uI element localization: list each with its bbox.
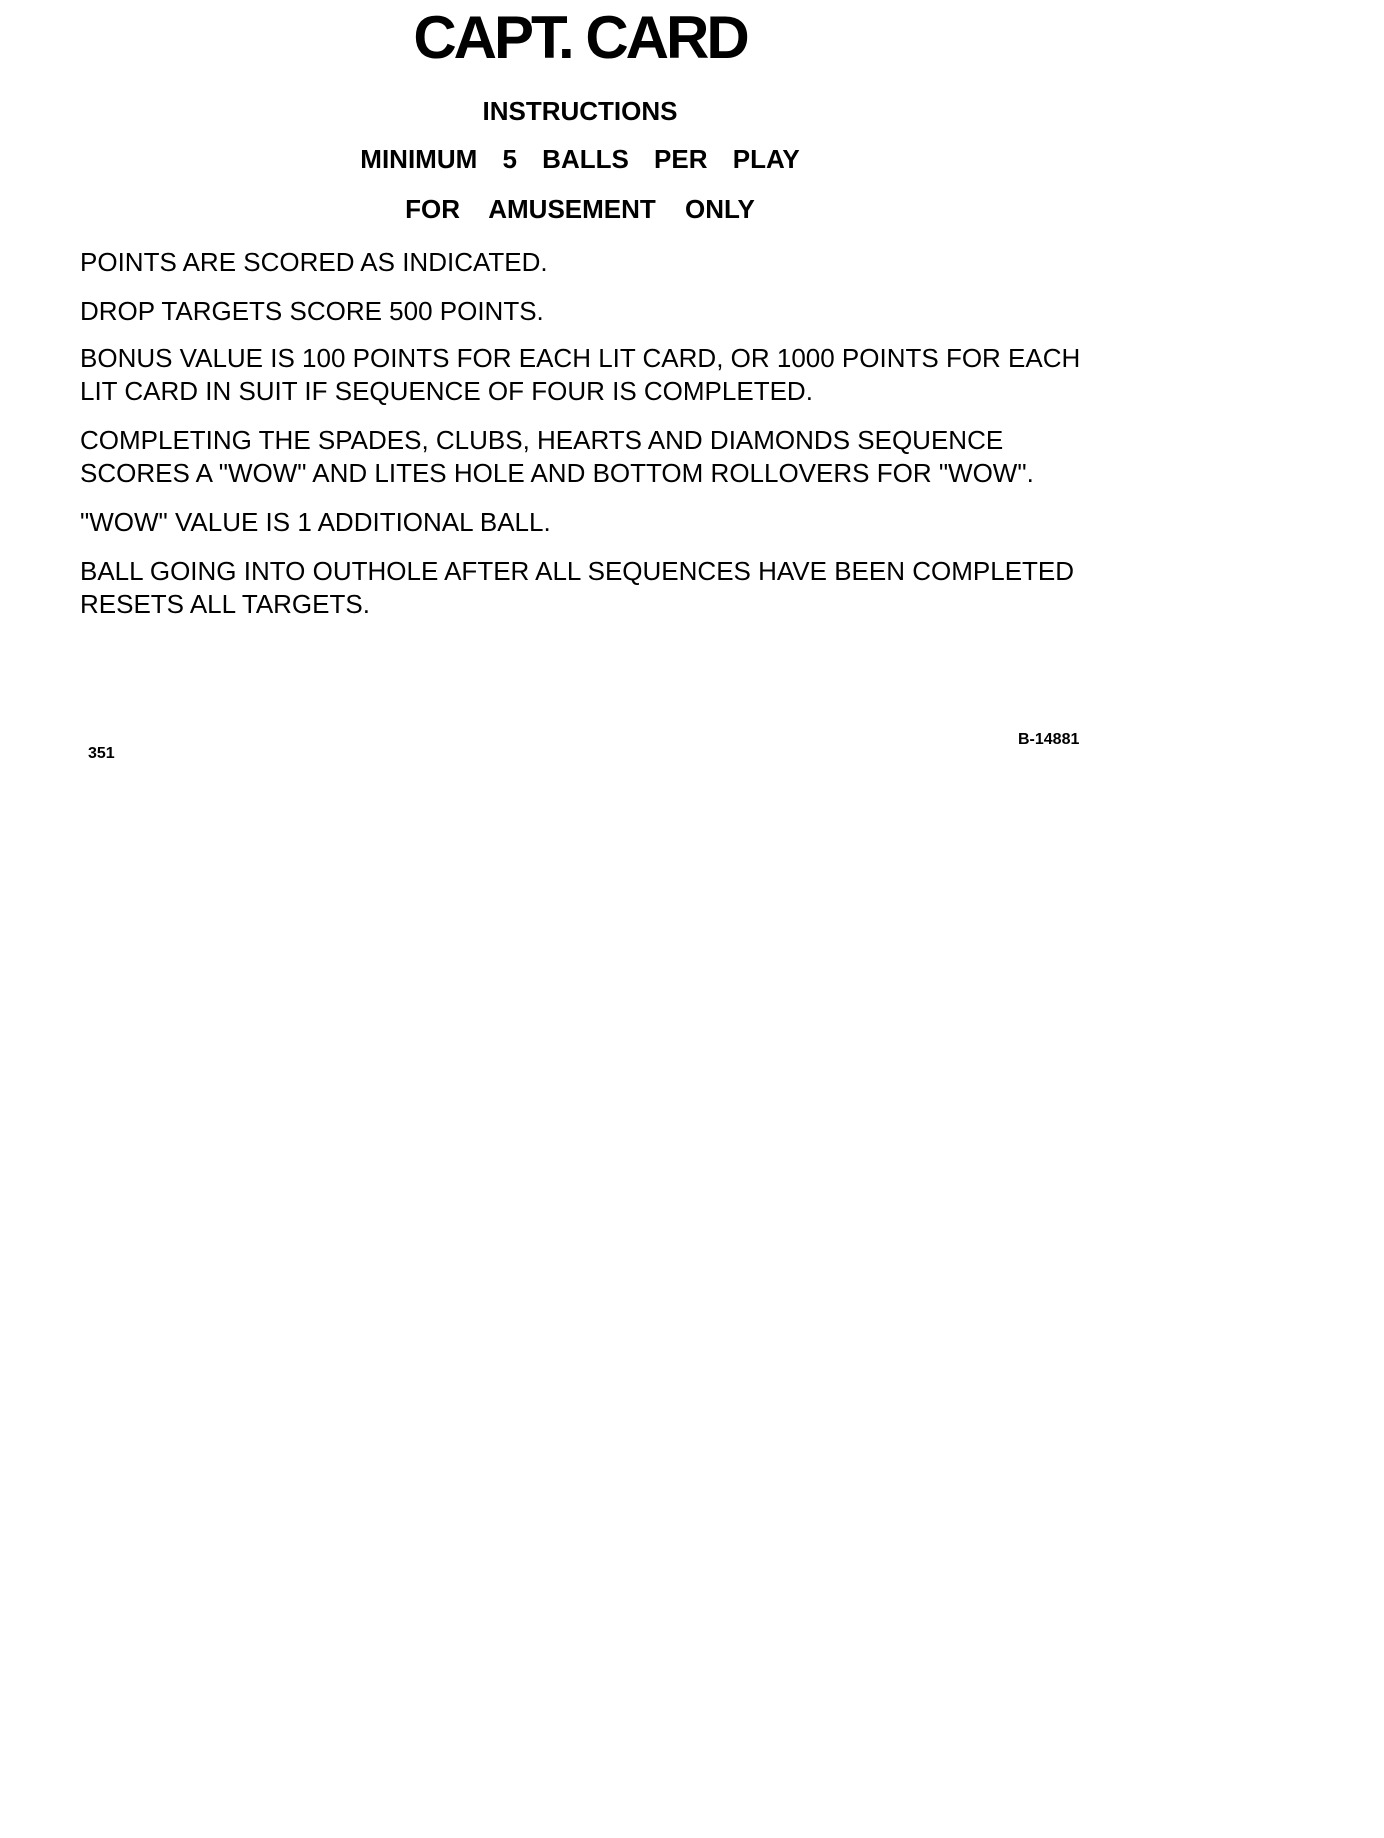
rule-item: BONUS VALUE IS 100 POINTS FOR EACH LIT CARD, OR 1000 POINTS FOR EACH LIT CARD IN SUIT IF SEQUENCE OF FOUR IS COMPLETED.: [80, 343, 1081, 406]
minimum-balls-heading: MINIMUM 5 BALLS PER PLAY: [360, 144, 800, 174]
rule-item: "WOW" VALUE IS 1 ADDITIONAL BALL.: [80, 507, 551, 537]
rule-item: POINTS ARE SCORED AS INDICATED.: [80, 247, 548, 277]
instructions-heading: INSTRUCTIONS: [482, 96, 678, 126]
card-title: CAPT. CARD: [413, 4, 747, 71]
footer-left-code: 351: [88, 745, 115, 762]
amusement-only-heading: FOR AMUSEMENT ONLY: [405, 194, 755, 224]
rule-item: DROP TARGETS SCORE 500 POINTS.: [80, 296, 544, 326]
rule-item: BALL GOING INTO OUTHOLE AFTER ALL SEQUENCES HAVE BEEN COMPLETED RESETS ALL TARGETS.: [80, 556, 1075, 619]
rules-list: [80, 246, 1120, 637]
footer-right-code: B-14881: [1018, 731, 1080, 748]
rule-item: COMPLETING THE SPADES, CLUBS, HEARTS AND DIAMONDS SEQUENCE SCORES A "WOW" AND LITES HOLE AND BOTTOM ROLLOVERS FOR "WOW".: [80, 425, 1034, 488]
